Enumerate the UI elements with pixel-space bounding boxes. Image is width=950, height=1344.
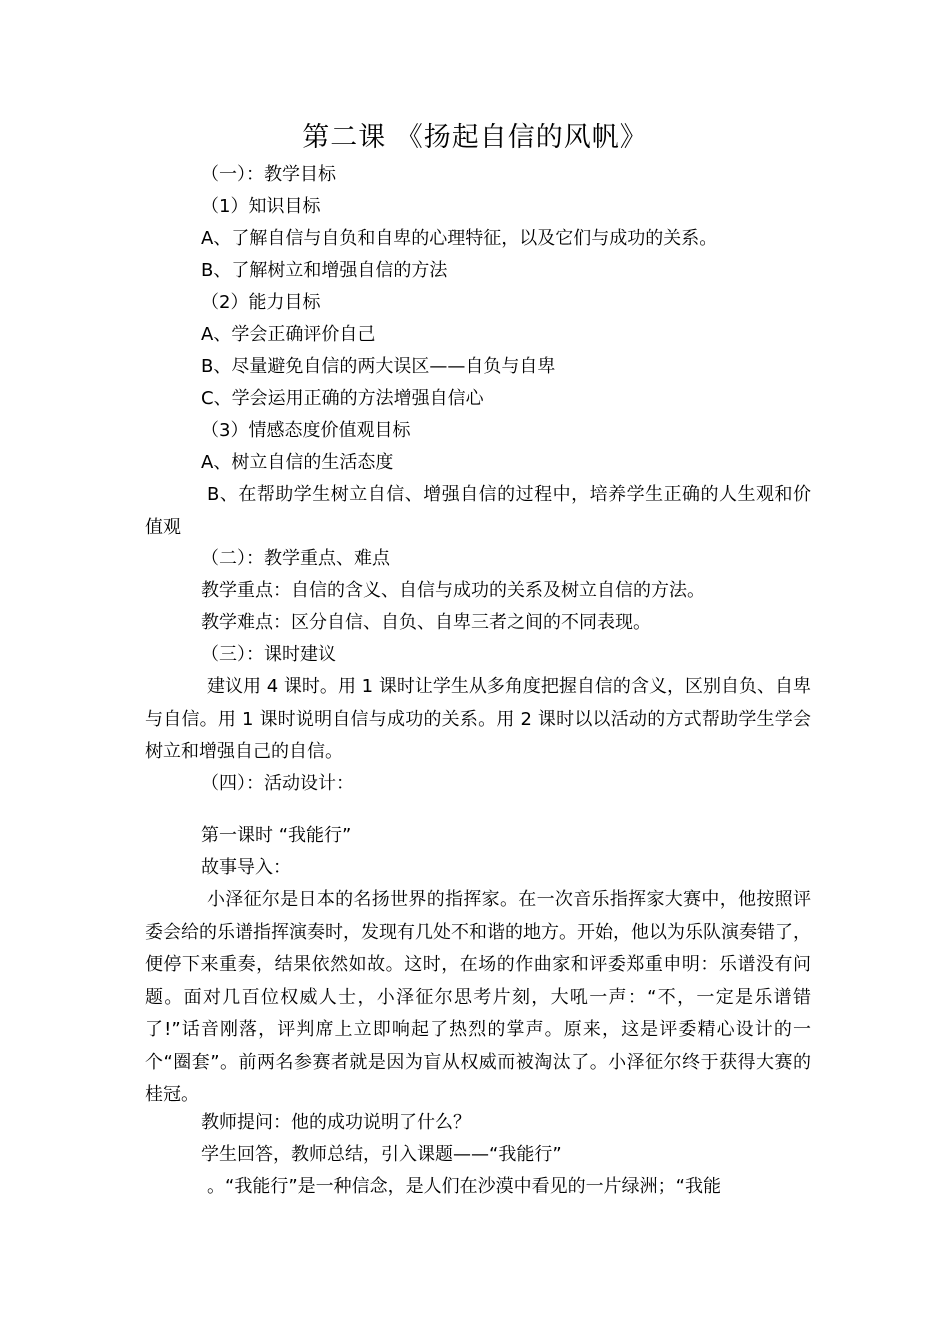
section-heading-activities: （四）：活动设计： [201, 773, 354, 794]
subheading-values: （3）情感态度价值观目标 [201, 420, 411, 441]
knowledge-item-b: B、了解树立和增强自信的方法 [201, 260, 448, 281]
lesson-one-title: 第一课时 “我能行” [201, 825, 352, 846]
knowledge-item-a: A、了解自信与自负和自卑的心理特征，以及它们与成功的关系。 [201, 228, 718, 249]
schedule-paragraph: 建议用 4 课时。用 1 课时让学生从多角度把握自信的含义，区别自负、自卑与自信。用 1 课时说明自信与成功的关系。用 2 课时以以活动的方式帮助学生学会树立和增强自己的自信。 [145, 676, 811, 762]
student-answer: 学生回答，教师总结，引入课题——“我能行” [201, 1144, 562, 1165]
section-heading-schedule: （三）：课时建议 [201, 644, 336, 665]
story-paragraph: 小泽征尔是日本的名扬世界的指挥家。在一次音乐指挥家大赛中，他按照评委会给的乐谱指挥演奏时，发现有几处不和谐的地方。开始，他以为乐队演奏错了，便停下来重奏，结果依然如故。这时，在场的作曲家和评委郑重申明：乐谱没有问题。面对几百位权威人士，小泽征尔思考片刻，大吼一声：“不，一定是乐谱错了!”话音刚落，评判席上立即响起了热烈的掌声。原来，这是评委精心设计的一个“圈套”。前两名参赛者就是因为盲从权威而被淘汰了。小泽征尔终于获得大赛的桂冠。 [145, 889, 811, 1105]
ability-item-b: B、尽量避免自信的两大误区——自负与自卑 [201, 356, 556, 377]
teacher-question: 教师提问：他的成功说明了什么？ [201, 1112, 471, 1133]
section-heading-objectives: （一）：教学目标 [201, 164, 336, 185]
document-title: 第二课 《扬起自信的风帆》 [302, 122, 648, 153]
section-heading-key-points: （二）：教学重点、难点 [201, 548, 390, 569]
closing-line: 。“我能行”是一种信念，是人们在沙漠中看见的一片绿洲；“我能 [207, 1176, 721, 1197]
values-item-a: A、树立自信的生活态度 [201, 452, 394, 473]
difficult-point-text: 教学难点：区分自信、自负、自卑三者之间的不同表现。 [201, 612, 651, 633]
ability-item-c: C、学会运用正确的方法增强自信心 [201, 388, 484, 409]
ability-item-a: A、学会正确评价自己 [201, 324, 376, 345]
subheading-ability: （2）能力目标 [201, 292, 321, 313]
values-item-b-paragraph: B、在帮助学生树立自信、增强自信的过程中，培养学生正确的人生观和价值观 [145, 484, 811, 538]
story-intro-label: 故事导入： [201, 857, 291, 878]
key-point-text: 教学重点：自信的含义、自信与成功的关系及树立自信的方法。 [201, 580, 705, 601]
subheading-knowledge: （1）知识目标 [201, 196, 321, 217]
